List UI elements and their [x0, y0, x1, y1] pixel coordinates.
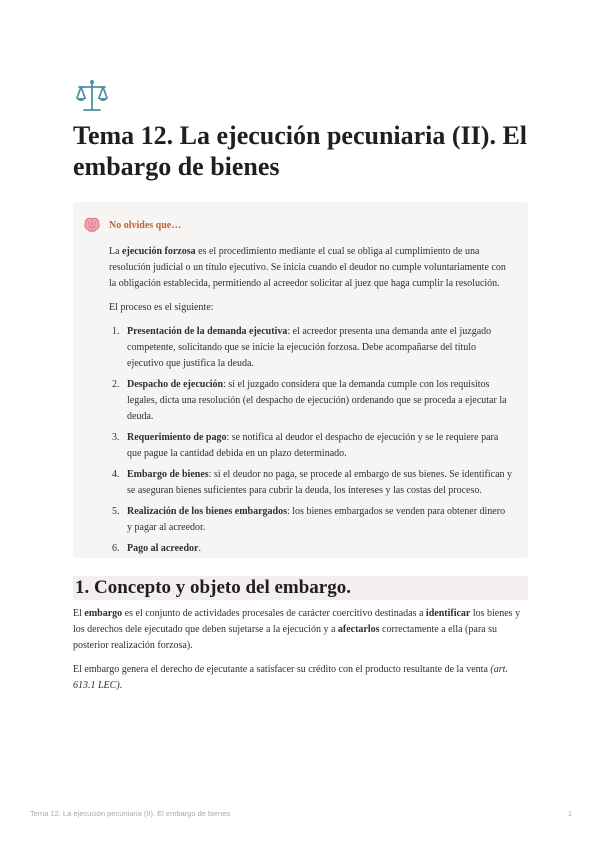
process-steps-list — [109, 324, 512, 557]
page-title: Tema 12. La ejecución pecuniaria (II). El embargo de bienes — [73, 121, 528, 181]
page-footer — [30, 809, 572, 818]
callout-heading: No olvides que… — [109, 220, 182, 231]
page-number: 1 — [567, 809, 572, 818]
footer-title: Tema 12. La ejecución pecuniaria (II). El embargo de bienes — [30, 809, 231, 818]
list-item: 3. Requerimiento de pago: se notifica al deudor el despacho de ejecución y se le requiere para que pague la cantidad debida en un plazo determinado. — [112, 432, 499, 459]
brain-icon — [83, 216, 101, 234]
paragraph: El embargo es el conjunto de actividades procesales de carácter coercitivo destinadas a identificar los bienes y los derechos dele ejecutado que deben sujetarse a la ejecución y a afectarlos correctamente a ella (para su posterior realización forzosa). — [73, 608, 521, 651]
reminder-callout — [73, 202, 528, 558]
list-item: 5. Realización de los bienes embargados: los bienes embargados se venden para obtener dinero y pagar al acreedor. — [112, 506, 506, 533]
callout-intro: La ejecución forzosa es el procedimiento mediante el cual se obliga al cumplimiento de una resolución judicial o un título ejecutivo. Se inicia cuando el deudor no cumple voluntariamente con la obligación establecida, permitiendo al acreedor solicitar al juez que haga cumplir la resolución. — [109, 246, 506, 289]
scales-of-justice-icon — [74, 78, 110, 114]
list-item: 1. Presentación de la demanda ejecutiva: el acreedor presenta una demanda ante el juzgado competente, solicitando que se inicie la ejecución forzosa. Debe acompañarse del título ejecutivo que justifica la deuda. — [112, 326, 492, 369]
list-item: 6. Pago al acreedor. — [112, 543, 201, 554]
callout-process-lead: El proceso es el siguiente: — [109, 302, 214, 313]
section-heading: 1. Concepto y objeto del embargo. — [73, 576, 528, 600]
list-item: 4. Embargo de bienes: si el deudor no paga, se procede al embargo de sus bienes. Se identifican y se aseguran bienes suficientes para cubrir la deuda, los intereses y las costas del proceso. — [112, 469, 513, 496]
section-body — [73, 606, 528, 702]
paragraph: El embargo genera el derecho de ejecutante a satisfacer su crédito con el producto resultante de la venta (art. 613.1 LEC). — [73, 664, 508, 691]
list-item: 2. Despacho de ejecución: si el juzgado considera que la demanda cumple con los requisitos legales, dicta una resolución (el despacho de ejecución) ordenando que se proceda a ejecutar la deuda. — [112, 379, 507, 422]
